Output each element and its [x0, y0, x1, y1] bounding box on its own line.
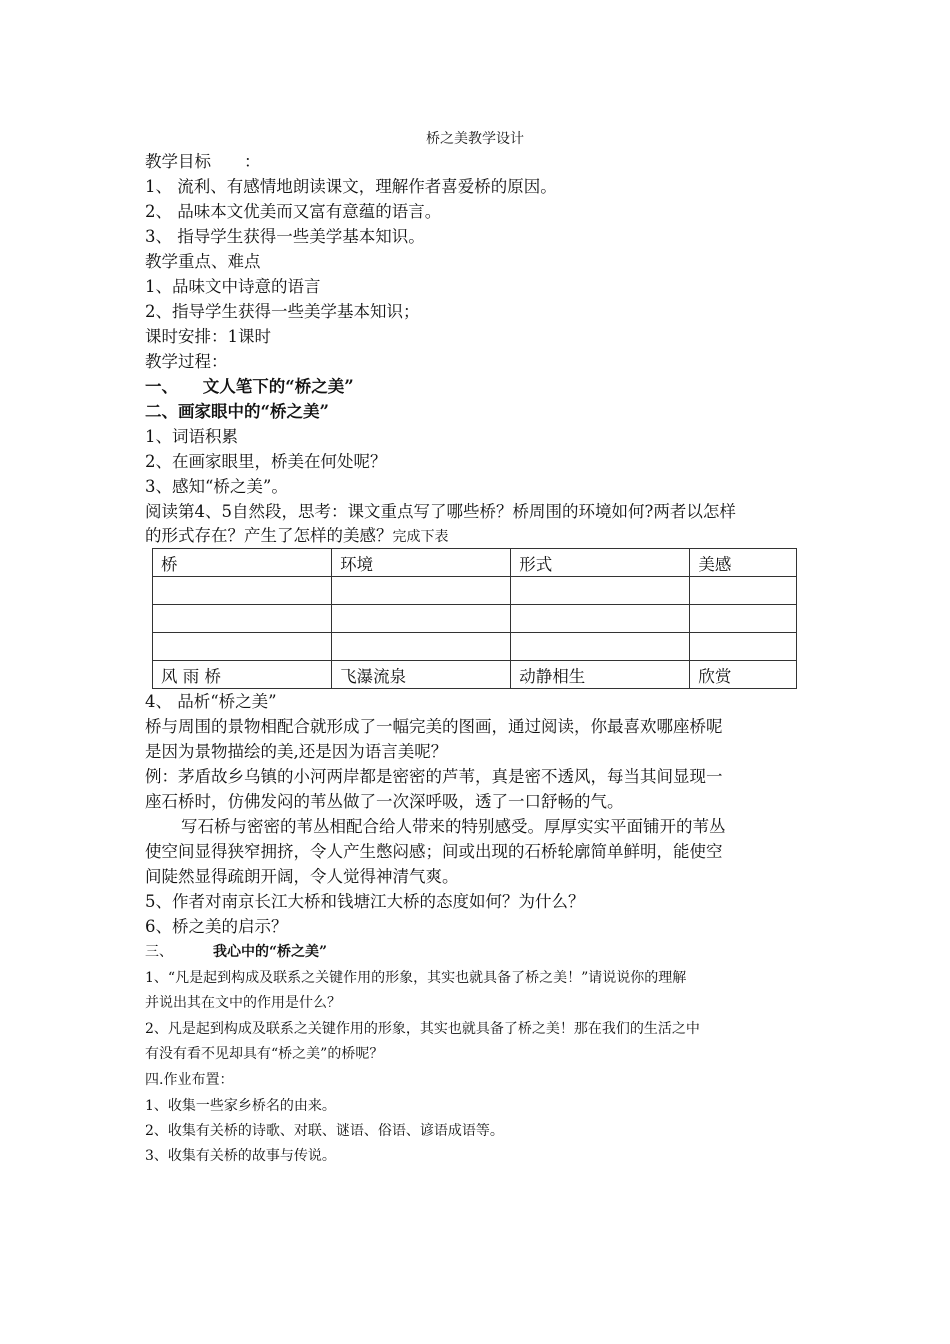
section-3-number: 三、 [145, 944, 173, 960]
homework-item-3: 3、收集有关桥的故事与传说。 [145, 1148, 336, 1164]
paragraph-3-line-2: 使空间显得狭窄拥挤，令人产生憋闷感；间或出现的石桥轮廓简单鲜明，能使空 [145, 842, 723, 861]
paragraph-2-line-2: 座石桥时，仿佛发闷的苇丛做了一次深呼吸，透了一口舒畅的气。 [145, 792, 624, 811]
schedule: 课时安排：1课时 [145, 327, 271, 346]
key-points-heading: 教学重点、难点 [145, 252, 261, 271]
table-row [153, 605, 797, 633]
section-2-item-2: 2、在画家眼里，桥美在何处呢？ [145, 452, 387, 471]
homework-item-1: 1、收集一些家乡桥名的由来。 [145, 1098, 336, 1114]
table-cell: 欣赏 [690, 661, 797, 689]
paragraph-3-line-1: 写石桥与密密的苇丛相配合给人带来的特别感受。厚厚实实平面铺开的苇丛 [181, 817, 726, 836]
paragraph-3-line-3: 间陡然显得疏朗开阔，令人觉得神清气爽。 [145, 867, 459, 886]
table-cell [153, 577, 332, 605]
section-3-question-2-line-2: 有没有看不见却具有“桥之美”的桥呢？ [145, 1046, 384, 1062]
table-cell [332, 605, 511, 633]
table-cell [690, 577, 797, 605]
paragraph-1-line-2: 是因为景物描绘的美,还是因为语言美呢？ [145, 742, 448, 761]
bridge-analysis-table [152, 548, 797, 689]
table-header-cell: 桥 [153, 549, 332, 577]
table-cell [153, 633, 332, 661]
table-cell [690, 633, 797, 661]
table-cell [511, 633, 690, 661]
table-row [153, 577, 797, 605]
section-3-heading [145, 940, 327, 964]
section-3-question-2-line-1: 2、凡是起到构成及联系之关键作用的形象，其实也就具备了桥之美！那在我们的生活之中 [145, 1021, 700, 1037]
section-2-heading: 二、画家眼中的“桥之美” [145, 402, 329, 421]
homework-item-2: 2、收集有关桥的诗歌、对联、谜语、俗语、谚语成语等。 [145, 1123, 504, 1139]
paragraph-2-line-1: 例：茅盾故乡乌镇的小河两岸都是密密的芦苇，真是密不透风，每当其间显现一 [145, 767, 723, 786]
table-cell [153, 605, 332, 633]
reading-instruction-text: 的形式存在？产生了怎样的美感？ [145, 526, 393, 545]
objective-item-3: 3、 指导学生获得一些美学基本知识。 [145, 227, 425, 246]
key-point-item-1: 1、品味文中诗意的语言 [145, 277, 321, 296]
section-2-item-5: 5、作者对南京长江大桥和钱塘江大桥的态度如何？为什么？ [145, 892, 585, 911]
table-header-row [153, 549, 797, 577]
section-2-item-1: 1、词语积累 [145, 427, 238, 446]
process-heading: 教学过程： [145, 352, 228, 371]
reading-instruction-line-2 [145, 524, 449, 549]
reading-instruction-line-1: 阅读第4、5自然段，思考：课文重点写了哪些桥？桥周围的环境如何?两者以怎样 [145, 502, 736, 521]
reading-instruction-note: 完成下表 [392, 529, 449, 545]
table-cell: 风 雨 桥 [153, 661, 332, 689]
table-cell [511, 577, 690, 605]
table-header-cell: 环境 [332, 549, 511, 577]
table-cell [511, 605, 690, 633]
section-3-question-1-line-2: 并说出其在文中的作用是什么？ [145, 995, 341, 1011]
document-title: 桥之美教学设计 [426, 131, 524, 147]
paragraph-1-line-1: 桥与周围的景物相配合就形成了一幅完美的图画，通过阅读，你最喜欢哪座桥呢 [145, 717, 723, 736]
table-cell [690, 605, 797, 633]
table-cell [332, 633, 511, 661]
section-1-heading: 一、 文人笔下的“桥之美” [145, 377, 354, 396]
table-cell: 飞瀑流泉 [332, 661, 511, 689]
table-row [153, 661, 797, 689]
objectives-heading: 教学目标 ： [145, 152, 261, 171]
section-2-item-4: 4、 品析“桥之美” [145, 692, 277, 711]
homework-heading: 四.作业布置： [145, 1072, 234, 1088]
table-cell: 动静相生 [511, 661, 690, 689]
key-point-item-2: 2、指导学生获得一些美学基本知识； [145, 302, 420, 321]
section-2-item-6: 6、桥之美的启示？ [145, 917, 288, 936]
table-header-cell: 美感 [690, 549, 797, 577]
objective-item-2: 2、 品味本文优美而又富有意蕴的语言。 [145, 202, 442, 221]
section-3-question-1-line-1: 1、“凡是起到构成及联系之关键作用的形象，其实也就具备了桥之美！”请说说你的理解 [145, 970, 687, 986]
section-2-item-3: 3、感知“桥之美”。 [145, 477, 288, 496]
section-3-title: 我心中的“桥之美” [213, 944, 328, 960]
objective-item-1: 1、 流利、有感情地朗读课文，理解作者喜爱桥的原因。 [145, 177, 557, 196]
table-row [153, 633, 797, 661]
table-cell [332, 577, 511, 605]
table-header-cell: 形式 [511, 549, 690, 577]
